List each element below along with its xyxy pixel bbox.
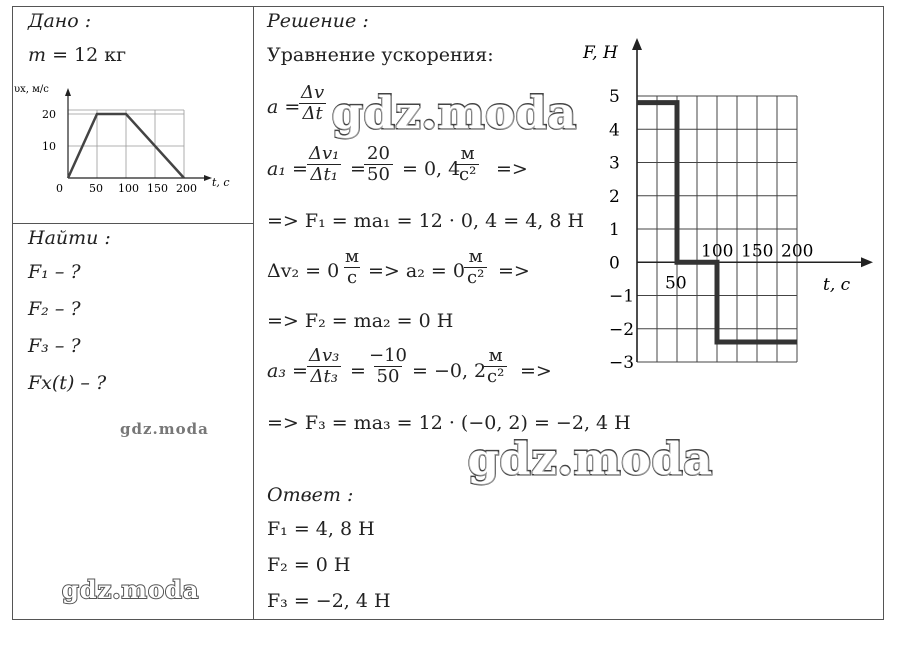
force-y-tick: 4 — [609, 120, 620, 141]
answer-header: Ответ : — [267, 484, 354, 506]
line-f2: => F₂ = ma₂ = 0 Н — [267, 310, 454, 332]
velocity-x-arrow — [204, 175, 212, 181]
velocity-y-ticks — [42, 108, 56, 153]
line-f1: => F₁ = ma₁ = 12 · 0, 4 = 4, 8 Н — [267, 210, 585, 232]
velocity-y-tick: 10 — [42, 140, 56, 153]
eq-a3-eq: = — [350, 360, 366, 382]
eq-a3-arrow: => — [520, 360, 552, 382]
velocity-y-label: υx, м/с — [14, 84, 49, 95]
given-find-divider — [12, 223, 254, 224]
velocity-grid — [68, 110, 184, 178]
force-x-tick: 200 — [781, 241, 814, 262]
force-x-tick: 150 — [741, 241, 774, 262]
watermark-small: gdz.moda — [120, 420, 209, 438]
eq-dv2-unit: м с — [345, 246, 360, 288]
velocity-x-tick: 100 — [118, 182, 139, 195]
force-y-tick: 2 — [609, 186, 620, 207]
force-y-tick: 1 — [609, 220, 620, 240]
velocity-y-arrow — [65, 88, 71, 96]
force-x-tick: 100 — [701, 241, 734, 262]
force-y-tick: −2 — [609, 319, 635, 340]
column-divider — [253, 6, 254, 620]
force-y-tick: −1 — [609, 286, 635, 307]
eq-a1-result: = 0, 4 — [402, 158, 461, 180]
find-item-1: F₁ – ? — [28, 261, 81, 283]
find-header: Найти : — [28, 227, 111, 249]
eq-a1-eq: = — [350, 158, 366, 180]
given-header: Дано : — [28, 10, 92, 32]
eq-a3-unit: м с² — [484, 347, 507, 387]
solution-header: Решение : — [267, 10, 369, 32]
velocity-x-tick: 150 — [147, 182, 168, 195]
force-y-tick: 5 — [609, 87, 620, 107]
find-item-4: Fx(t) – ? — [28, 372, 107, 394]
eq-a2-arrow: => — [498, 260, 530, 282]
eq-a1-left: a₁ = — [267, 158, 308, 180]
velocity-x-label: t, с — [212, 176, 230, 189]
eq-a3-result: = −0, 2 — [412, 360, 487, 382]
velocity-x-tick: 50 — [89, 182, 103, 195]
force-x-label: t, с — [823, 275, 851, 295]
velocity-graph — [12, 80, 242, 195]
force-axes — [632, 38, 873, 362]
force-graph — [583, 38, 885, 378]
answer-item-3: F₃ = −2, 4 Н — [267, 590, 391, 612]
watermark-bottom-left: gdz.moda — [62, 575, 200, 604]
eq-a1-arrow: => — [496, 158, 528, 180]
eq-a-fraction: $\frac{\Delta v}{\Delta t}$ — [301, 82, 325, 124]
eq-a-left: a = — [267, 96, 301, 118]
velocity-x-ticks — [56, 182, 197, 195]
force-y-tick: 0 — [609, 253, 620, 274]
force-y-label: F, Н — [583, 43, 618, 63]
force-y-arrow — [632, 38, 642, 50]
force-y-tick: 3 — [609, 153, 620, 174]
eq-a1-unit: м с² — [456, 145, 479, 185]
answer-item-1: F₁ = 4, 8 Н — [267, 518, 375, 540]
velocity-x-tick: 200 — [176, 182, 197, 195]
find-item-3: F₃ – ? — [28, 335, 81, 357]
line-f3: => F₃ = ma₃ = 12 · (−0, 2) = −2, 4 Н — [267, 412, 631, 434]
answer-item-2: F₂ = 0 Н — [267, 554, 351, 576]
eq-a3-values: $\frac{-10}{50}$ — [369, 345, 407, 387]
force-x-tick: 50 — [665, 273, 687, 294]
force-x-ticks — [665, 241, 813, 293]
find-item-2: F₂ – ? — [28, 298, 81, 320]
eq-a2-unit: м с² — [464, 248, 487, 288]
eq-a3-left: a₃ = — [267, 360, 308, 382]
solution-intro: Уравнение ускорения: — [267, 44, 494, 66]
watermark-top: gdz.moda — [332, 88, 578, 139]
eq-dv2: Δv₂ = 0 — [267, 260, 340, 282]
eq-a2: => a₂ = 0 — [368, 260, 465, 282]
mass-line: m = 12 кг — [28, 44, 127, 66]
force-x-arrow — [861, 257, 873, 267]
force-y-ticks — [609, 87, 634, 373]
velocity-y-tick: 20 — [42, 108, 56, 121]
velocity-x-tick: 0 — [56, 182, 63, 195]
eq-a3-fraction: $\frac{\text{Δv₃}}{\text{Δt₃}}$ — [309, 345, 340, 387]
eq-a1-values: $\frac{20}{50}$ — [364, 145, 393, 185]
watermark-middle: gdz.moda — [468, 434, 714, 485]
eq-a1-fraction: $\frac{\text{Δv₁}}{\text{Δt₁}}$ — [309, 143, 340, 185]
force-y-tick: −3 — [609, 353, 635, 373]
